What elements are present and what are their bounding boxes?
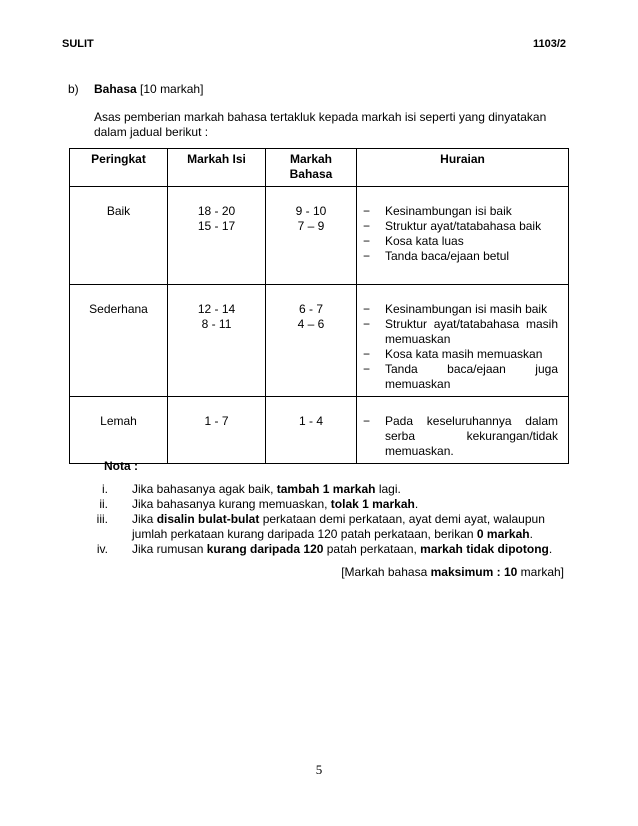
header-markah-bahasa: Markah Bahasa: [266, 149, 357, 187]
list-item: − Struktur ayat/tatabahasa masih memuaskan: [363, 317, 558, 347]
rubric-table: [69, 148, 569, 464]
header-paper-code: 1103/2: [532, 38, 566, 50]
intro-paragraph: Asas pemberian markah bahasa tertakluk kepada markah isi seperti yang dinyatakan dalam jadual berikut :: [94, 110, 547, 139]
section-heading: [68, 82, 203, 96]
nota-item: [74, 497, 570, 512]
header-peringkat: Peringkat: [70, 149, 168, 187]
cell-peringkat: Baik: [70, 187, 168, 285]
section-marks: [10 markah]: [140, 82, 204, 96]
nota-text: Jika bahasanya kurang memuaskan, tolak 1 markah.: [132, 497, 419, 511]
list-item: − Kesinambungan isi masih baik: [363, 302, 558, 317]
nota-item: [74, 542, 570, 557]
nota-item: [74, 482, 570, 497]
nota-heading: Nota :: [104, 459, 138, 473]
header-huraian: Huraian: [357, 149, 569, 187]
page-number: 5: [315, 762, 323, 777]
nota-text: Jika disalin bulat-bulat perkataan demi perkataan, ayat demi ayat, walaupun jumlah perkataan kurang daripada 120 patah perkataan, berikan 0 markah.: [132, 512, 545, 541]
table-row: [70, 285, 569, 397]
nota-number: ii.: [99, 497, 108, 511]
nota-text: Jika rumusan kurang daripada 120 patah perkataan, markah tidak dipotong.: [132, 542, 553, 556]
nota-list: [74, 482, 570, 557]
nota-number: iii.: [96, 512, 108, 526]
cell-markah-isi: 12 - 14 8 - 11: [168, 285, 266, 397]
cell-huraian: [357, 285, 569, 397]
cell-markah-isi: 1 - 7: [168, 397, 266, 464]
list-item: − Pada keseluruhannya dalam serba kekurangan/tidak memuaskan.: [363, 414, 558, 459]
max-marks-note: [Markah bahasa maksimum : 10 markah]: [341, 565, 564, 579]
cell-markah-bahasa: 1 - 4: [266, 397, 357, 464]
cell-huraian: [357, 397, 569, 464]
table-row: [70, 187, 569, 285]
list-item: − Tanda baca/ejaan betul: [363, 249, 558, 264]
cell-huraian: [357, 187, 569, 285]
list-item: − Tanda baca/ejaan juga memuaskan: [363, 362, 558, 392]
list-item: − Kosa kata masih memuaskan: [363, 347, 558, 362]
cell-markah-isi: 18 - 20 15 - 17: [168, 187, 266, 285]
nota-number: iv.: [96, 542, 108, 556]
list-item: − Kosa kata luas: [363, 234, 558, 249]
list-item: − Struktur ayat/tatabahasa baik: [363, 219, 558, 234]
cell-markah-bahasa: 9 - 10 7 – 9: [266, 187, 357, 285]
list-item: − Kesinambungan isi baik: [363, 204, 558, 219]
cell-markah-bahasa: 6 - 7 4 – 6: [266, 285, 357, 397]
header-markah-isi: Markah Isi: [168, 149, 266, 187]
section-letter: b): [68, 82, 79, 96]
table-row: [70, 397, 569, 464]
header-sulit: SULIT: [62, 38, 94, 50]
cell-peringkat: Lemah: [70, 397, 168, 464]
nota-item: [74, 512, 570, 542]
nota-text: Jika bahasanya agak baik, tambah 1 markah lagi.: [132, 482, 401, 496]
nota-number: i.: [102, 482, 108, 496]
table-header-row: [70, 149, 569, 187]
section-title: Bahasa: [94, 82, 137, 96]
cell-peringkat: Sederhana: [70, 285, 168, 397]
